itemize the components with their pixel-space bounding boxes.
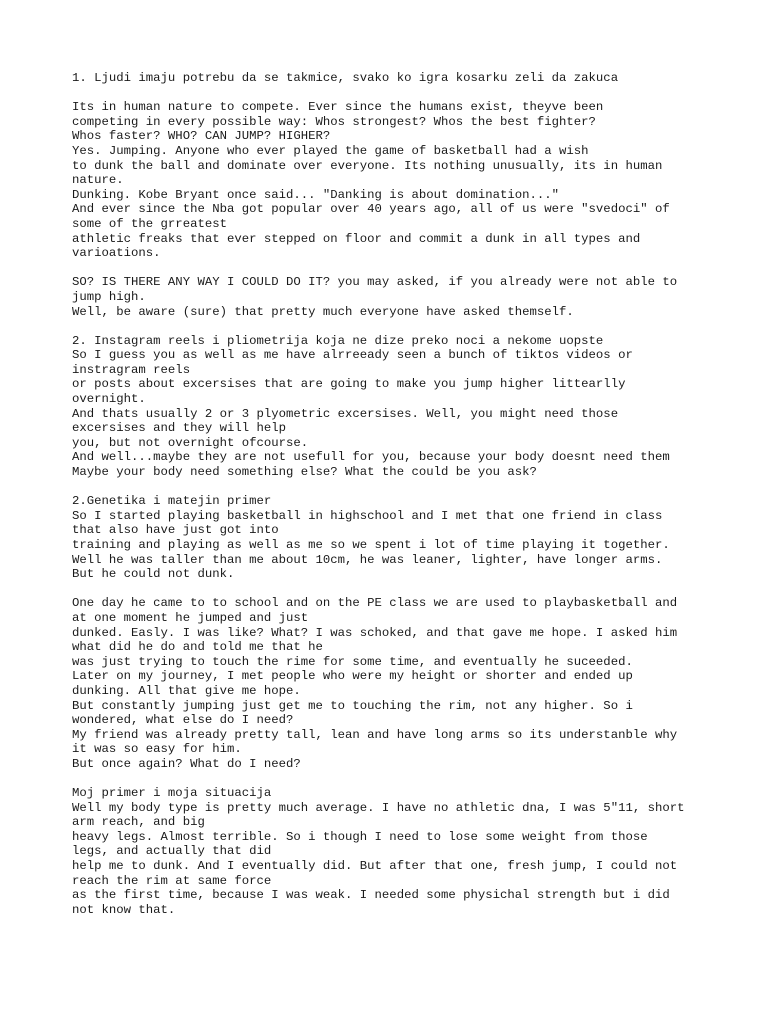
text-line: you, but not overnight ofcourse. xyxy=(72,435,309,450)
text-line: 2. Instagram reels i pliometrija koja ne dize preko noci a nekome uopste xyxy=(72,333,604,348)
paragraph-gap xyxy=(72,319,712,334)
text-line: And thats usually 2 or 3 plyometric excersises. Well, you might need those xyxy=(72,406,619,421)
text-line: instragram reels xyxy=(72,362,191,377)
text-line: And well...maybe they are not usefull for you, because your body doesnt need them xyxy=(72,450,670,465)
text-line: it was so easy for him. xyxy=(72,742,242,757)
text-line: Whos faster? WHO? CAN JUMP? HIGHER? xyxy=(72,129,331,144)
paragraph-gap xyxy=(72,86,712,101)
text-line: Maybe your body need something else? What the could be you ask? xyxy=(72,465,537,480)
text-line: Its in human nature to compete. Ever since the humans exist, theyve been xyxy=(72,100,604,115)
text-line: to dunk the ball and dominate over everyone. Its nothing unusually, its in human xyxy=(72,158,663,173)
text-line: But he could not dunk. xyxy=(72,567,235,582)
paragraph-gap xyxy=(72,772,712,787)
text-line: Dunking. Kobe Bryant once said... "Danking is about domination..." xyxy=(72,187,560,202)
text-line: Moj primer i moja situacija xyxy=(72,786,272,801)
text-line: Well my body type is pretty much average. I have no athletic dna, I was 5"11, short xyxy=(72,800,685,815)
text-line: not know that. xyxy=(72,902,176,917)
paragraph xyxy=(72,494,712,582)
paragraph xyxy=(72,334,712,480)
paragraph-gap xyxy=(72,480,712,495)
text-line: And ever since the Nba got popular over 40 years ago, all of us were "svedoci" of xyxy=(72,202,670,217)
text-line: reach the rim at same force xyxy=(72,873,272,888)
text-line: jump high. xyxy=(72,289,146,304)
text-line: Later on my journey, I met people who were my height or shorter and ended up xyxy=(72,669,633,684)
text-line: as the first time, because I was weak. I needed some physichal strength but i did xyxy=(72,888,670,903)
text-line: Well he was taller than me about 10cm, he was leaner, lighter, have longer arms. xyxy=(72,552,663,567)
text-line: overnight. xyxy=(72,392,146,407)
text-line: nature. xyxy=(72,173,124,188)
text-line: competing in every possible way: Whos strongest? Whos the best fighter? xyxy=(72,114,596,129)
paragraph-gap xyxy=(72,582,712,597)
text-line: Yes. Jumping. Anyone who ever played the game of basketball had a wish xyxy=(72,143,589,158)
text-line: some of the grreatest xyxy=(72,216,227,231)
text-line: 2.Genetika i matejin primer xyxy=(72,494,272,509)
text-line: legs, and actually that did xyxy=(72,844,272,859)
text-line: at one moment he jumped and just xyxy=(72,610,309,625)
text-line: So I started playing basketball in highschool and I met that one friend in class xyxy=(72,508,663,523)
paragraph xyxy=(72,100,712,261)
text-line: help me to dunk. And I eventually did. But after that one, fresh jump, I could not xyxy=(72,859,678,874)
text-line: what did he do and told me that he xyxy=(72,640,323,655)
text-line: that also have just got into xyxy=(72,523,279,538)
text-line: or posts about excersises that are going to make you jump higher littearlly xyxy=(72,377,626,392)
text-line: was just trying to touch the rime for some time, and eventually he suceeded. xyxy=(72,654,633,669)
text-line: dunked. Easly. I was like? What? I was schoked, and that gave me hope. I asked him xyxy=(72,625,678,640)
paragraph-gap xyxy=(72,261,712,276)
text-line: athletic freaks that ever stepped on floor and commit a dunk in all types and xyxy=(72,231,641,246)
text-line: Well, be aware (sure) that pretty much everyone have asked themself. xyxy=(72,304,574,319)
text-line: My friend was already pretty tall, lean and have long arms so its understanble why xyxy=(72,727,678,742)
text-line: excersises and they will help xyxy=(72,421,287,436)
text-line: arm reach, and big xyxy=(72,815,205,830)
text-line: But constantly jumping just get me to touching the rim, not any higher. So i xyxy=(72,698,633,713)
text-line: One day he came to to school and on the PE class we are used to playbasketball and xyxy=(72,596,678,611)
text-line: dunking. All that give me hope. xyxy=(72,683,301,698)
paragraph xyxy=(72,786,712,917)
text-line: training and playing as well as me so we spent i lot of time playing it together. xyxy=(72,538,670,552)
paragraph xyxy=(72,275,712,319)
text-line: heavy legs. Almost terrible. So i though I need to lose some weight from those xyxy=(72,829,648,844)
text-line: So I guess you as well as me have alrreeady seen a bunch of tiktos videos or xyxy=(72,348,633,363)
text-line: But once again? What do I need? xyxy=(72,756,301,771)
text-line: 1. Ljudi imaju potrebu da se takmice, svako ko igra kosarku zeli da zakuca xyxy=(72,71,619,85)
text-line: wondered, what else do I need? xyxy=(72,713,294,728)
paragraph xyxy=(72,596,712,771)
paragraph xyxy=(72,71,712,86)
document-page xyxy=(72,71,712,917)
text-line: SO? IS THERE ANY WAY I COULD DO IT? you may asked, if you already were not able to xyxy=(72,275,678,290)
text-line: varioations. xyxy=(72,246,161,261)
